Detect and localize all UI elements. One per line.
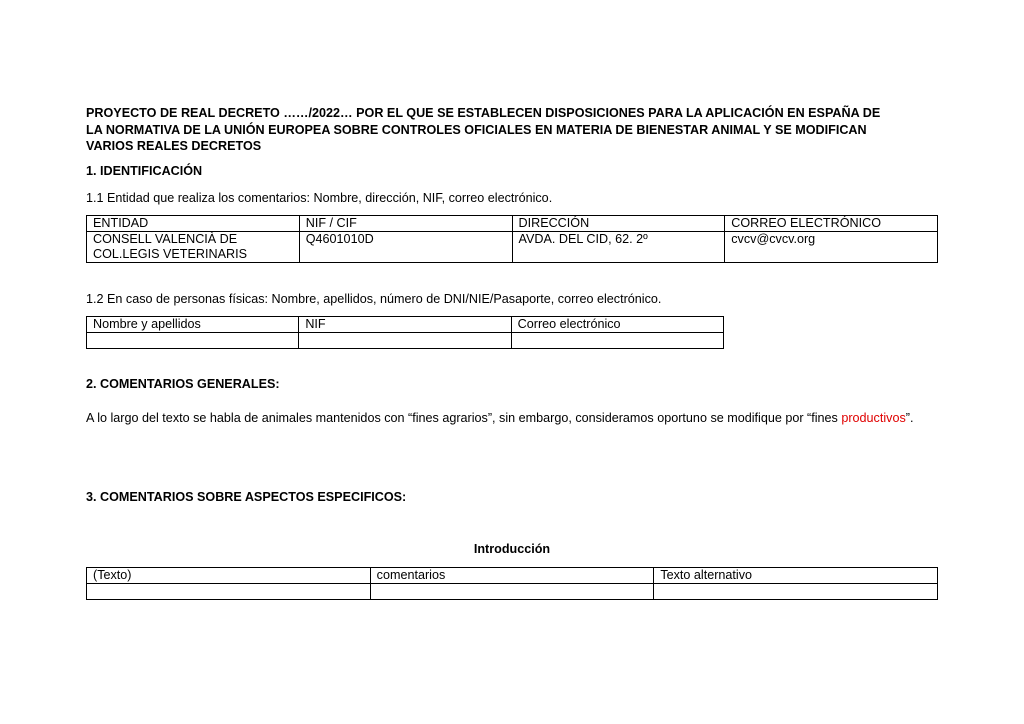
cell-nif: Q4601010D: [299, 232, 512, 263]
table-row: [87, 333, 724, 349]
general-text-highlight: productivos: [841, 411, 906, 425]
header-correo: CORREO ELECTRÓNICO: [725, 216, 938, 232]
entity-table: [86, 215, 938, 263]
title-line-1: PROYECTO DE REAL DECRETO ……/2022… POR EL QUE SE ESTABLECEN DISPOSICIONES PARA LA APLICACIÓN EN ESPAÑA DE: [86, 106, 881, 120]
empty-cell[interactable]: [299, 333, 511, 349]
header-nombre: Nombre y apellidos: [87, 317, 299, 333]
header-comentarios: comentarios: [370, 568, 654, 584]
title-line-2: LA NORMATIVA DE LA UNIÓN EUROPEA SOBRE CONTROLES OFICIALES EN MATERIA DE BIENESTAR ANIMAL Y SE MODIFICAN: [86, 122, 867, 137]
section-2-heading: 2. COMENTARIOS GENERALES:: [86, 377, 280, 391]
entity-intro-text: 1.1 Entidad que realiza los comentarios: Nombre, dirección, NIF, correo electrónico.: [86, 191, 553, 205]
header-direccion: DIRECCIÓN: [512, 216, 725, 232]
empty-cell[interactable]: [654, 584, 938, 600]
entidad-line-1: CONSELL VALENCIÀ DE: [93, 232, 238, 246]
entidad-line-2: COL.LEGIS VETERINARIS: [93, 247, 247, 261]
section-1-heading: 1. IDENTIFICACIÓN: [86, 164, 203, 178]
header-texto-alternativo: Texto alternativo: [654, 568, 938, 584]
empty-cell[interactable]: [87, 333, 299, 349]
cell-direccion: AVDA. DEL CID, 62. 2º: [512, 232, 725, 263]
cell-correo: cvcv@cvcv.org: [725, 232, 938, 263]
document-title: [86, 105, 940, 155]
table-row: [87, 232, 938, 263]
person-intro-text: 1.2 En caso de personas físicas: Nombre, apellidos, número de DNI/NIE/Pasaporte, correo electrónico.: [86, 292, 662, 306]
empty-cell[interactable]: [370, 584, 654, 600]
header-entidad: ENTIDAD: [87, 216, 300, 232]
introduccion-heading: Introducción: [473, 542, 551, 556]
general-text-main: A lo largo del texto se habla de animales mantenidos con “fines agrarios”, sin embargo, consideramos oportuno se modifique por “fines: [86, 411, 842, 425]
table-row: [87, 584, 938, 600]
table-header-row: [87, 317, 724, 333]
empty-cell[interactable]: [87, 584, 371, 600]
section-3-heading: 3. COMENTARIOS SOBRE ASPECTOS ESPECIFICOS:: [86, 490, 407, 504]
header-nif-cif: NIF / CIF: [299, 216, 512, 232]
header-nif: NIF: [299, 317, 511, 333]
comments-table: [86, 567, 938, 600]
header-correo: Correo electrónico: [511, 317, 723, 333]
empty-cell[interactable]: [511, 333, 723, 349]
general-text-end: ”.: [905, 411, 914, 425]
general-comments-text: [86, 406, 938, 431]
table-header-row: [87, 216, 938, 232]
cell-entidad: [87, 232, 300, 263]
person-table: [86, 316, 724, 349]
table-header-row: [87, 568, 938, 584]
header-texto: (Texto): [87, 568, 371, 584]
title-line-3: VARIOS REALES DECRETOS: [86, 139, 262, 153]
